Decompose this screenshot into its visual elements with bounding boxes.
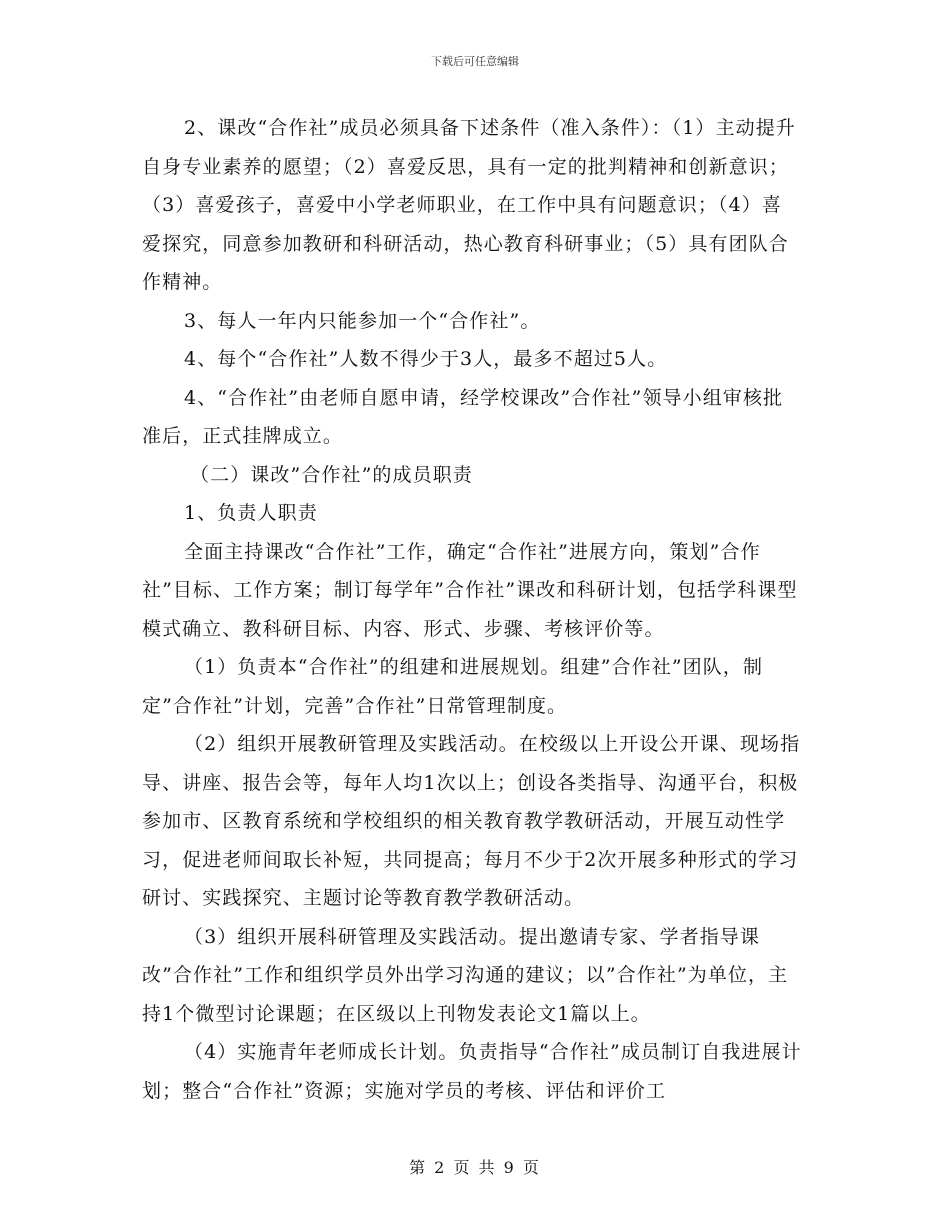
paragraph-duty-4: （4）实施青年老师成长计划。负责指导“合作社”成员制订自我进展计划；整合“合作社”资源；实施对学员的考核、评估和评价工 <box>142 1041 802 1102</box>
document-body <box>142 109 802 1110</box>
page-header: 下载后可任意编辑 <box>431 55 519 68</box>
paragraph-application-approval: 4、“合作社”由老师自愿申请，经学校课改”合作社”领导小组审核批准后，正式挂牌成立。 <box>142 386 784 447</box>
paragraph-duty-1: （1）负责本“合作社”的组建和进展规划。组建”合作社”团队，制定”合作社”计划，完善”合作社”日常管理制度。 <box>142 656 764 717</box>
page-number-footer: 第 2 页 共 9 页 <box>409 1158 541 1177</box>
paragraph-admission-conditions: 2、课改“合作社”成员必须具备下述条件（准入条件）：（1）主动提升自身专业素养的愿望；（2）喜爱反思，具有一定的批判精神和创新意识；（3）喜爱孩子，喜爱中小学老师职业，在工作中具有问题意识；（4）喜爱探究，同意参加教研和科研活动，热心教育科研事业；（5）具有团队合作精神。 <box>142 117 796 293</box>
subheading-leader-duties: 1、负责人职责 <box>184 502 318 524</box>
section-heading-member-duties: （二）课改”合作社”的成员职责 <box>190 463 473 486</box>
paragraph-leader-overview: 全面主持课改“合作社”工作，确定“合作社”进展方向，策划”合作社”目标、工作方案；制订每学年”合作社”课改和科研计划，包括学科课型模式确立、教科研目标、内容、形式、步骤、考核评价等。 <box>142 540 798 640</box>
paragraph-duty-3: （3）组织开展科研管理及实践活动。提出邀请专家、学者指导课改”合作社”工作和组织学员外出学习沟通的建议；以”合作社”为单位，主持1个微型讨论课题；在区级以上刊物发表论文1篇以上。 <box>142 925 789 1025</box>
paragraph-one-cooperative-limit: 3、每人一年内只能参加一个“合作社”。 <box>184 309 541 332</box>
paragraph-duty-2: （2）组织开展教研管理及实践活动。在校级以上开设公开课、现场指导、讲座、报告会等，每年人均1次以上；创设各类指导、沟通平台，积极参加市、区教育系统和学校组织的相关教育教学教研活动，开展互动性学习，促进老师间取长补短，共同提高；每月不少于2次开展多种形式的学习研讨、实践探究、主题讨论等教育教学教研活动。 <box>142 733 801 909</box>
paragraph-member-count: 4、每个“合作社”人数不得少于3人，最多不超过5人。 <box>184 348 668 370</box>
